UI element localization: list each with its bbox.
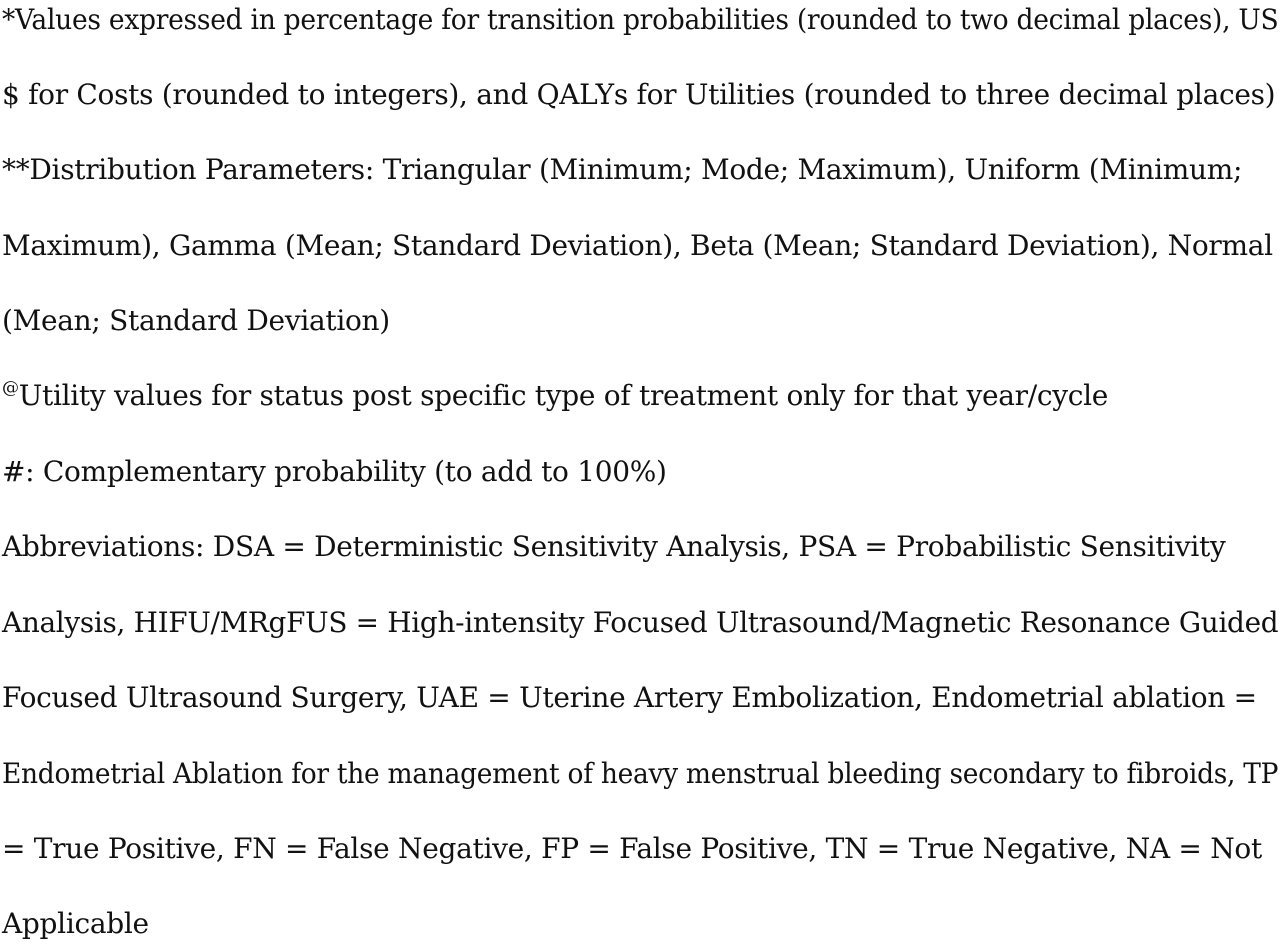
abbreviations-line-6: Applicable <box>2 907 149 940</box>
footnote-values-line-1: *Values expressed in percentage for transition probabilities (rounded to two decimal places), US <box>2 3 1279 36</box>
footnote-utility-text: Utility values for status post specific type of treatment only for that year/cycle <box>18 379 1109 412</box>
footnote-utility-line <box>2 378 1108 418</box>
abbreviations-line-2: Analysis, HIFU/MRgFUS = High-intensity Focused Ultrasound/Magnetic Resonance Guided <box>2 606 1279 639</box>
utility-marker: @ <box>2 378 19 398</box>
footnote-distribution-line-3: (Mean; Standard Deviation) <box>2 304 390 337</box>
abbreviations-line-5: = True Positive, FN = False Negative, FP = False Positive, TN = True Negative, NA = Not <box>2 832 1262 865</box>
footnote-values-line-2: $ for Costs (rounded to integers), and QALYs for Utilities (rounded to three decimal places) <box>2 78 1276 111</box>
footnote-complementary-line: #: Complementary probability (to add to 100%) <box>2 455 667 488</box>
abbreviations-line-1: Abbreviations: DSA = Deterministic Sensitivity Analysis, PSA = Probabilistic Sensitivity <box>2 530 1226 563</box>
abbreviations-line-4: Endometrial Ablation for the management of heavy menstrual bleeding secondary to fibroids, TP <box>2 757 1279 790</box>
footnote-distribution-line-2: Maximum), Gamma (Mean; Standard Deviation), Beta (Mean; Standard Deviation), Normal <box>2 229 1273 262</box>
abbreviations-line-3: Focused Ultrasound Surgery, UAE = Uterine Artery Embolization, Endometrial ablation = <box>2 681 1257 714</box>
footnote-distribution-line-1: **Distribution Parameters: Triangular (Minimum; Mode; Maximum), Uniform (Minimum; <box>2 153 1243 186</box>
